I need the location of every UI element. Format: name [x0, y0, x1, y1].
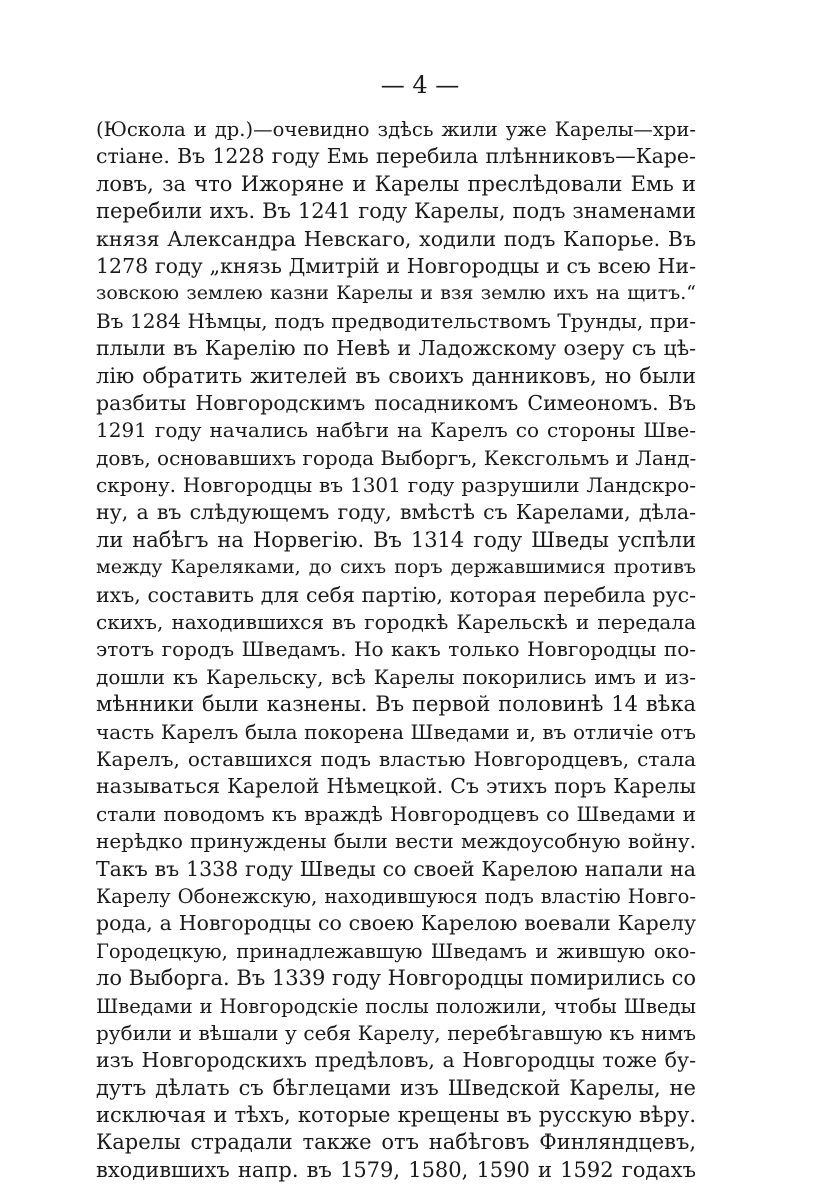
text-line: Въ 1284 Нѣмцы, подъ предводительствомъ Трунды, при-: [96, 308, 696, 333]
text-line: исключая и тѣхъ, которые крещены въ русскую вѣру.: [96, 1103, 696, 1128]
text-line: Карелу Обонежскую, находившуюся подъ властію Новго-: [96, 884, 696, 908]
text-line: князя Александра Невскаго, ходили подъ Капорье. Въ: [96, 226, 696, 251]
text-line: входившихъ напр. въ 1579, 1580, 1590 и 1592 годахъ: [96, 1157, 696, 1182]
text-line: перебили ихъ. Въ 1241 году Карелы, подъ знаменами: [96, 199, 696, 224]
text-line: лію обратить жителей въ своихъ данниковъ, но были: [96, 363, 696, 388]
text-line: рубили и вѣшали у себя Карелу, перебѣгавшую къ нимъ: [96, 1020, 696, 1045]
text-line: плыли въ Карелію по Невѣ и Ладожскому озеру съ цѣ-: [96, 336, 696, 361]
text-line: скихъ, находившихся въ городкѣ Карельскѣ и передала: [96, 610, 696, 635]
text-line: мѣнники были казнены. Въ первой половинѣ 14 вѣка: [96, 692, 696, 717]
text-line: Карелы страдали также отъ набѣговъ Финляндцевъ,: [96, 1130, 696, 1155]
text-line: 1278 году „князь Дмитрій и Новгородцы и съ всею Ни-: [96, 253, 696, 278]
text-line: дутъ дѣлать съ бѣглецами изъ Шведской Карелы, не: [96, 1075, 696, 1100]
text-line: довъ, основавшихъ города Выборгъ, Кексгольмъ и Ланд-: [96, 445, 696, 470]
text-line: дошли къ Карельску, всѣ Карелы покорились имъ и из-: [96, 664, 696, 689]
text-line: скрону. Новгородцы въ 1301 году разрушили Ландскро-: [96, 473, 696, 498]
text-line: ну, а въ слѣдующемъ году, вмѣстѣ съ Карелами, дѣла-: [96, 500, 696, 525]
text-line: этотъ городъ Шведамъ. Но какъ только Новгородцы по-: [96, 637, 696, 662]
text-line: ло Выборга. Въ 1339 году Новгородцы помирились со: [96, 966, 696, 991]
text-line: изъ Новгородскихъ предѣловъ, а Новгородцы тоже бу-: [96, 1048, 696, 1073]
text-line: разбиты Новгородскимъ посадникомъ Симеономъ. Въ: [96, 390, 696, 415]
text-line: Городецкую, принадлежавшую Шведамъ и жившую око-: [96, 939, 696, 963]
text-line: 1291 году начались набѣги на Карелъ со стороны Шве-: [96, 418, 696, 443]
text-line: между Кареляками, до сихъ поръ державшимися противъ: [96, 556, 696, 579]
text-line: зовскою землею казни Карелы и взя землю ихъ на щитъ.“: [96, 282, 696, 305]
page-number: — 4 —: [380, 71, 460, 99]
text-line: стіане. Въ 1228 году Емь перебила плѣнниковъ—Каре-: [96, 144, 696, 169]
text-line: нерѣдко принуждены были вести междоусобную войну.: [96, 829, 696, 854]
text-line: называться Карелой Нѣмецкой. Съ этихъ поръ Карелы: [96, 774, 696, 799]
text-line: ихъ, составить для себя партію, которая перебила рус-: [96, 582, 696, 607]
text-line: ли набѣгъ на Норвегію. Въ 1314 году Шведы успѣли: [96, 527, 696, 552]
text-line: Такъ въ 1338 году Шведы со своей Карелою напали на: [96, 856, 696, 881]
text-line: Карелъ, оставшихся подъ властью Новгородцевъ, стала: [96, 746, 696, 771]
text-line: рода, а Новгородцы со своею Карелою воевали Карелу: [96, 911, 696, 936]
body-text: [96, 116, 696, 1184]
text-line: (Юскола и др.)—очевидно здѣсь жили уже Карелы—хри-: [96, 118, 696, 141]
text-line: часть Карелъ была покорена Шведами и, въ отличіе отъ: [96, 719, 696, 744]
text-line: стали поводомъ къ враждѣ Новгородцевъ со Шведами и: [96, 801, 696, 826]
text-line: ловъ, за что Ижоряне и Карелы преслѣдовали Емь и: [96, 171, 696, 196]
text-line: Шведами и Новгородскіе послы положили, чтобы Шведы: [96, 994, 696, 1018]
